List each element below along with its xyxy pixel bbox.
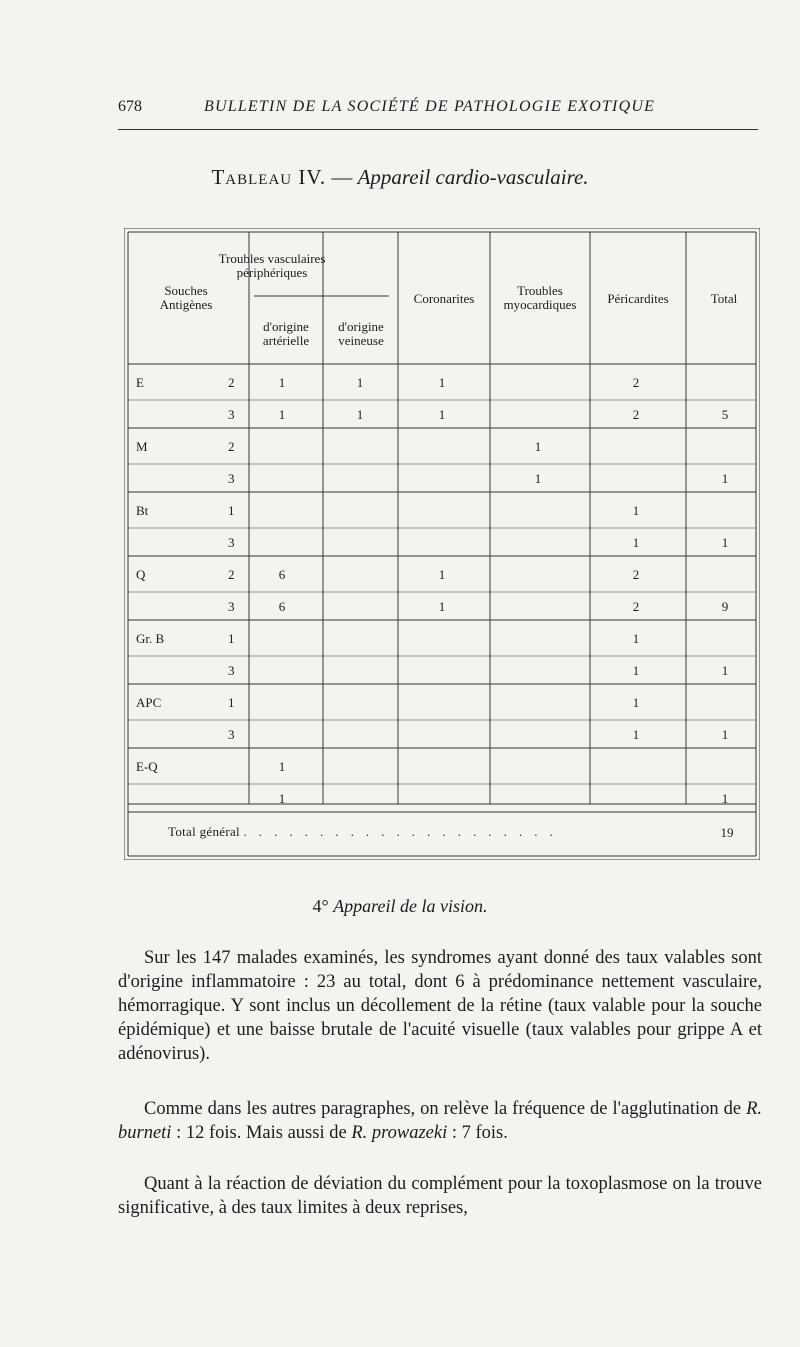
header-arterielle-line1: d'origine bbox=[263, 319, 309, 334]
row-myo-value: 1 bbox=[534, 439, 542, 454]
row-sub-a: 1 bbox=[228, 631, 235, 646]
row-souche: M bbox=[136, 439, 148, 454]
row-souche: Q bbox=[136, 567, 146, 582]
row-sub-b: 3 bbox=[228, 663, 235, 678]
running-title: BULLETIN DE LA SOCIÉTÉ DE PATHOLOGIE EXOTIQUE bbox=[204, 98, 656, 115]
header-pericardites: Péricardites bbox=[607, 291, 669, 306]
table-title-text: Appareil cardio-vasculaire. bbox=[357, 165, 589, 189]
total-general-label: Total général bbox=[168, 824, 240, 839]
row-coro-value: 1 bbox=[438, 599, 446, 614]
header-arterielle bbox=[263, 320, 309, 348]
row-total: 5 bbox=[721, 407, 729, 422]
header-myocardiques bbox=[504, 284, 577, 312]
row-myo-value: 1 bbox=[534, 471, 542, 486]
row-total: 9 bbox=[721, 599, 729, 614]
row-vein-value: 1 bbox=[356, 407, 364, 422]
total-general-row bbox=[168, 824, 557, 840]
paragraph-2 bbox=[118, 1097, 762, 1145]
row-souche: E-Q bbox=[136, 759, 158, 774]
table-title-dash: — bbox=[331, 165, 353, 189]
row-art-value: 6 bbox=[278, 599, 286, 614]
row-sub-b: 3 bbox=[228, 535, 235, 550]
row-total: 1 bbox=[721, 791, 729, 806]
row-peri-value: 2 bbox=[632, 599, 640, 614]
section-title: Appareil de la vision. bbox=[333, 896, 488, 916]
row-art-value: 6 bbox=[278, 567, 286, 582]
page-header bbox=[118, 98, 758, 122]
section-number: 4° bbox=[312, 896, 329, 916]
header-veineuse-line2: veineuse bbox=[338, 333, 384, 348]
paragraph-2-part-1: Comme dans les autres paragraphes, on relève la fréquence de l'agglutination de bbox=[144, 1099, 747, 1119]
row-peri-value: 1 bbox=[632, 535, 640, 550]
row-peri-value: 1 bbox=[632, 503, 640, 518]
row-sub-b: 3 bbox=[228, 471, 235, 486]
row-peri-value: 1 bbox=[632, 695, 640, 710]
paragraph-2-species-1: R. burneti bbox=[118, 1099, 762, 1143]
total-general-dots: . . . . . . . . . . . . . . . . . . . . . bbox=[243, 824, 558, 839]
row-peri-value: 1 bbox=[632, 727, 640, 742]
row-souche: Gr. B bbox=[136, 631, 165, 646]
row-souche: Bt bbox=[136, 503, 149, 518]
header-coronarites: Coronarites bbox=[413, 291, 475, 306]
row-total: 1 bbox=[721, 535, 729, 550]
row-peri-value: 1 bbox=[632, 631, 640, 646]
row-sub-a: 1 bbox=[228, 503, 235, 518]
row-sub-b: 3 bbox=[228, 599, 235, 614]
paragraph-1: Sur les 147 malades examinés, les syndromes ayant donné des taux valables sont d'origine inflammatoire : 23 au total, dont 6 à prédominance nettement vasculaire, hémorragique. Y sont inclus un décollement de la rétine (taux valable pour la souche épidémique) et une baisse brutale de l'acuité visuelle (taux valables pour grippe A et adénovirus). bbox=[118, 948, 762, 1064]
paragraph-2-species-2: R. prowazeki bbox=[351, 1123, 448, 1143]
header-troubles-vasculaires-line2: périphériques bbox=[236, 265, 308, 280]
row-total: 1 bbox=[721, 727, 729, 742]
row-coro-value: 1 bbox=[438, 567, 446, 582]
row-peri-value: 1 bbox=[632, 663, 640, 678]
row-total: 1 bbox=[721, 471, 729, 486]
row-sub-a: 2 bbox=[228, 567, 235, 582]
header-souches bbox=[160, 284, 213, 312]
header-myocardiques-line1: Troubles bbox=[517, 283, 563, 298]
header-myocardiques-line2: myocardiques bbox=[503, 297, 577, 312]
header-arterielle-line2: artérielle bbox=[262, 333, 310, 348]
table-title-label: Tableau IV. bbox=[211, 165, 327, 189]
row-peri-value: 2 bbox=[632, 375, 640, 390]
row-vein-value: 1 bbox=[356, 375, 364, 390]
header-veineuse-line1: d'origine bbox=[338, 319, 384, 334]
header-troubles-vasculaires-line1: Troubles vasculaires bbox=[218, 251, 326, 266]
data-table bbox=[124, 228, 760, 860]
header-troubles-vasculaires bbox=[219, 252, 326, 280]
row-peri-value: 2 bbox=[632, 407, 640, 422]
row-peri-value: 2 bbox=[632, 567, 640, 582]
section-heading bbox=[0, 896, 800, 917]
header-veineuse bbox=[338, 320, 384, 348]
row-total: 1 bbox=[721, 663, 729, 678]
row-art-value: 1 bbox=[278, 407, 286, 422]
total-general-value: 19 bbox=[720, 825, 734, 840]
paragraph-2-part-3: : 7 fois. bbox=[447, 1123, 508, 1143]
table-grid bbox=[124, 228, 760, 860]
header-rule bbox=[118, 129, 758, 130]
header-total: Total bbox=[710, 291, 738, 306]
row-souche: APC bbox=[136, 695, 162, 710]
row-sub-b: 3 bbox=[228, 727, 235, 742]
row-sub-a: 1 bbox=[228, 695, 235, 710]
row-sub-a: 2 bbox=[228, 439, 235, 454]
table-title bbox=[0, 165, 800, 190]
row-sub-a: 2 bbox=[228, 375, 235, 390]
header-souches-line2: Antigènes bbox=[159, 297, 213, 312]
row-souche: E bbox=[136, 375, 144, 390]
page-number: 678 bbox=[118, 98, 142, 115]
row-coro-value: 1 bbox=[438, 407, 446, 422]
header-souches-line1: Souches bbox=[164, 283, 208, 298]
row-sub-b: 3 bbox=[228, 407, 235, 422]
row-art-value: 1 bbox=[278, 791, 286, 806]
row-art-value: 1 bbox=[278, 375, 286, 390]
paragraph-2-part-2: : 12 fois. Mais aussi de bbox=[171, 1123, 352, 1143]
paragraph-3: Quant à la réaction de déviation du complément pour la toxoplasmose on la trouve significative, à des taux limites à deux reprises, bbox=[118, 1174, 762, 1218]
row-coro-value: 1 bbox=[438, 375, 446, 390]
row-art-value: 1 bbox=[278, 759, 286, 774]
